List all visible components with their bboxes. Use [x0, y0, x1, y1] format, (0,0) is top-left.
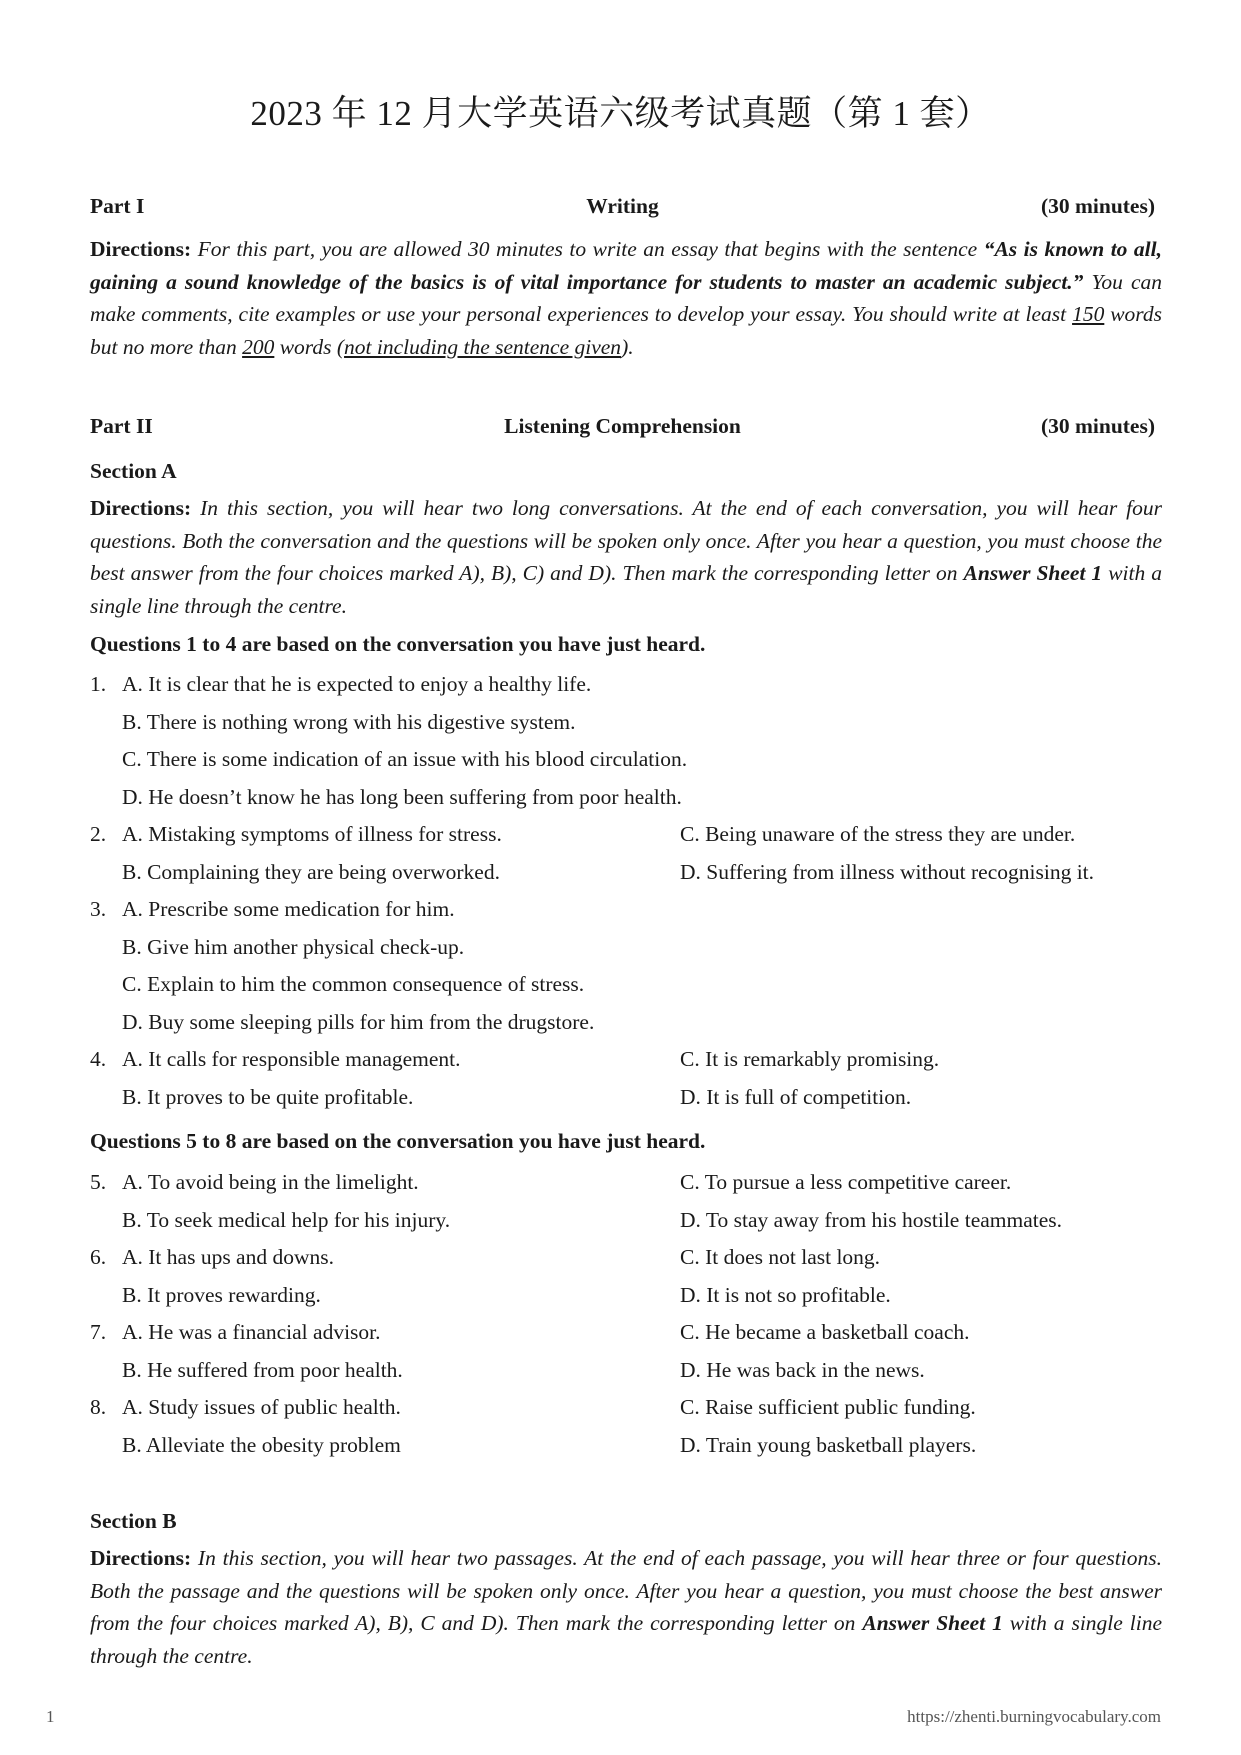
question-8-option-row [0, 1433, 1241, 1467]
option-c: C. Explain to him the common consequence of stress. [122, 972, 585, 996]
question-1-option-row [0, 710, 1241, 744]
part2-name: Listening Comprehension [504, 414, 741, 438]
question-5-option-row [0, 1208, 1241, 1242]
option-a: A. It calls for responsible management. [122, 1047, 461, 1071]
part2-time: (30 minutes) [1040, 414, 1155, 438]
option-a: A. It has ups and downs. [122, 1245, 334, 1269]
question-3-option-row [0, 1010, 1241, 1044]
option-d: D. Buy some sleeping pills for him from the drugstore. [122, 1010, 595, 1034]
option-b: B. Give him another physical check-up. [122, 935, 465, 959]
directions-label: Directions: [90, 237, 192, 261]
question-6 [0, 1245, 1241, 1279]
question-number: 7. [90, 1320, 107, 1344]
option-a: A. He was a financial advisor. [122, 1320, 381, 1344]
option-d: D. To stay away from his hostile teammates. [680, 1208, 1063, 1232]
part1-name: Writing [586, 194, 659, 218]
question-7 [0, 1320, 1241, 1354]
part2-header [90, 414, 1155, 444]
directions-text: ). [621, 334, 634, 359]
question-number: 8. [90, 1395, 107, 1419]
option-d: D. Suffering from illness without recognising it. [680, 860, 1095, 884]
option-d: D. It is full of competition. [680, 1085, 912, 1109]
option-a: A. To avoid being in the limelight. [122, 1170, 419, 1194]
option-b: B. Complaining they are being overworked. [122, 860, 500, 884]
directions-text: In this section, you will hear two long conversations. At the end of each conversation, you will hear four questions. Both the conversation and the questions will be spoken only once. After you hear a question, you must choose the best answer from the four choices marked A), B), C) and D). Then mark the corresponding letter on [90, 496, 1162, 585]
option-a: A. Study issues of public health. [122, 1395, 401, 1419]
directions-text: In this section, you will hear two passages. At the end of each passage, you will hear three or four questions. Both the passage and the questions will be spoken only once. After you hear a question, you must choose the best answer from the four choices marked A), B), C and D). Then mark the corresponding letter on [90, 1546, 1162, 1635]
question-2-option-row [0, 860, 1241, 894]
option-d: D. He doesn’t know he has long been suffering from poor health. [122, 785, 682, 809]
question-1 [0, 672, 1241, 706]
part1-header [90, 194, 1155, 224]
option-b: B. He suffered from poor health. [122, 1358, 403, 1382]
answer-sheet-ref: Answer Sheet 1 [963, 561, 1103, 585]
question-7-option-row [0, 1358, 1241, 1392]
option-b: B. It proves rewarding. [122, 1283, 321, 1307]
question-4-option-row [0, 1085, 1241, 1119]
question-number: 4. [90, 1047, 107, 1071]
question-3 [0, 897, 1241, 931]
option-d: D. He was back in the news. [680, 1358, 925, 1382]
option-a: A. It is clear that he is expected to enjoy a healthy life. [122, 672, 592, 696]
min-words: 150 [1072, 302, 1105, 326]
directions-text: with a single line through the centre. [90, 561, 1162, 618]
answer-sheet-ref: Answer Sheet 1 [862, 1611, 1003, 1635]
directions-text: For this part, you are allowed 30 minutes to write an essay that begins with the sentence [191, 237, 984, 261]
section-a-heading: Section A [90, 459, 177, 483]
max-words: 200 [242, 334, 275, 359]
option-a: A. Prescribe some medication for him. [122, 897, 455, 921]
essay-prompt: “As is known to all, gaining a sound knowledge of the basics is of vital importance for students to master an academic subject.” [90, 237, 1162, 294]
option-b: B. To seek medical help for his injury. [122, 1208, 451, 1232]
question-1-option-row [0, 747, 1241, 781]
page-title: 2023 年 12 月大学英语六级考试真题（第 1 套） [250, 94, 991, 133]
question-group-heading: Questions 1 to 4 are based on the conversation you have just heard. [90, 632, 706, 656]
part2-label: Part II [90, 414, 153, 438]
directions-label: Directions: [90, 1546, 192, 1570]
word-count-note: not including the sentence given [344, 334, 622, 359]
option-c: C. Being unaware of the stress they are under. [680, 822, 1076, 846]
directions-text: words ( [274, 334, 345, 359]
section-b-heading: Section B [90, 1509, 177, 1533]
question-group-heading: Questions 5 to 8 are based on the conversation you have just heard. [90, 1129, 706, 1153]
option-a: A. Mistaking symptoms of illness for stress. [122, 822, 502, 846]
question-4 [0, 1047, 1241, 1081]
question-5 [0, 1170, 1241, 1204]
section-b-directions [90, 1542, 1162, 1672]
part1-label: Part I [90, 194, 145, 218]
question-number: 6. [90, 1245, 107, 1269]
option-c: C. To pursue a less competitive career. [680, 1170, 1012, 1194]
question-3-option-row [0, 972, 1241, 1006]
option-b: B. Alleviate the obesity problem [122, 1433, 401, 1457]
option-d: D. It is not so profitable. [680, 1283, 891, 1307]
section-a-directions [90, 492, 1162, 622]
option-b: B. There is nothing wrong with his digestive system. [122, 710, 576, 734]
directions-text: You can make comments, cite examples or use your personal experiences to develop your essay. You should write at least [90, 269, 1162, 326]
question-number: 1. [90, 672, 107, 696]
option-c: C. He became a basketball coach. [680, 1320, 970, 1344]
question-6-option-row [0, 1283, 1241, 1317]
directions-text: words but no more than [90, 302, 1162, 359]
question-number: 3. [90, 897, 107, 921]
part1-time: (30 minutes) [1040, 194, 1155, 218]
question-2 [0, 822, 1241, 856]
option-c: C. It does not last long. [680, 1245, 881, 1269]
option-b: B. It proves to be quite profitable. [122, 1085, 414, 1109]
option-c: C. Raise sufficient public funding. [680, 1395, 976, 1419]
question-3-option-row [0, 935, 1241, 969]
source-url: https://zhenti.burningvocabulary.com [907, 1707, 1161, 1726]
question-1-option-row [0, 785, 1241, 819]
directions-text: with a single line through the centre. [90, 1611, 1162, 1668]
option-c: C. It is remarkably promising. [680, 1047, 940, 1071]
question-number: 2. [90, 822, 107, 846]
option-d: D. Train young basketball players. [680, 1433, 977, 1457]
option-c: C. There is some indication of an issue with his blood circulation. [122, 747, 688, 771]
question-8 [0, 1395, 1241, 1429]
page-number: 1 [46, 1707, 55, 1726]
directions-label: Directions: [90, 496, 192, 520]
part1-directions [90, 233, 1162, 363]
question-number: 5. [90, 1170, 107, 1194]
